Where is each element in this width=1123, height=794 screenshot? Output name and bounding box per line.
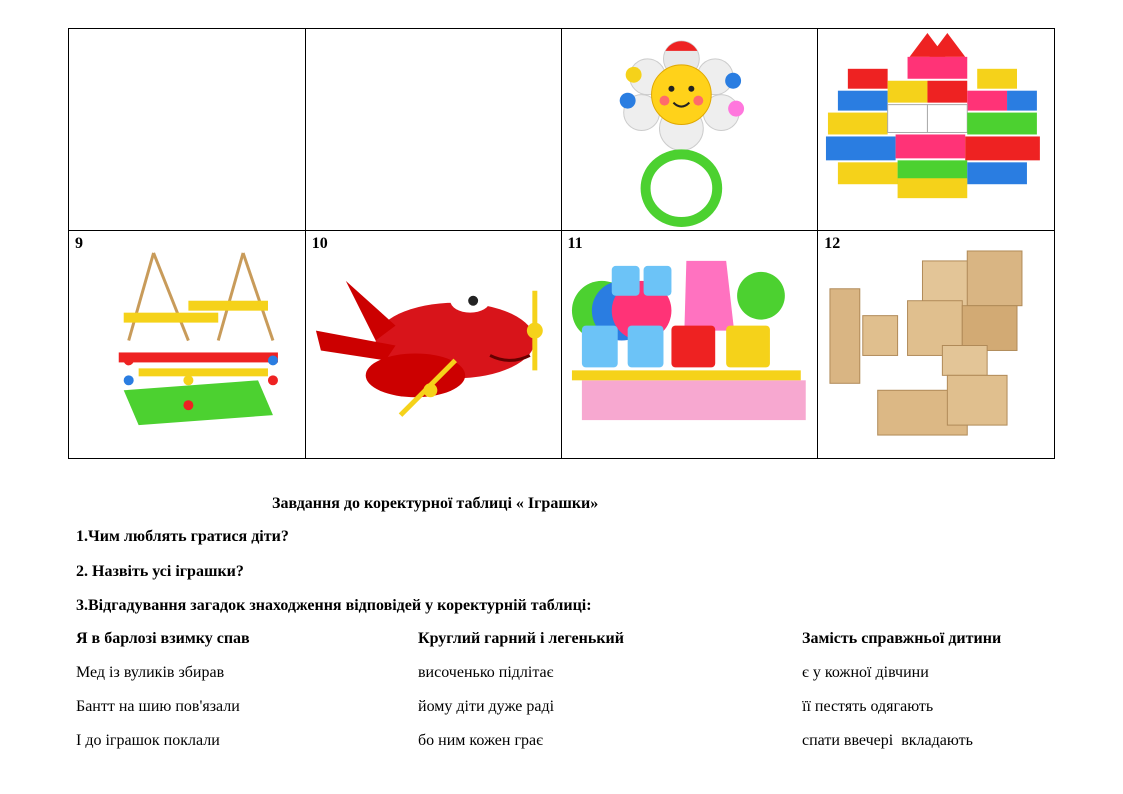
riddle-2-line: йому діти дуже раді xyxy=(418,698,555,715)
riddle-3-line: є у кожної дівчини xyxy=(802,664,929,681)
riddle-1-title: Я в барлозі взимку спав xyxy=(76,630,250,647)
cell-12 xyxy=(818,231,1055,459)
cell-number: 11 xyxy=(567,235,583,252)
cell-blocks xyxy=(818,29,1055,231)
question-2: 2. Назвіть усі іграшки? xyxy=(76,563,244,580)
cell-number: 10 xyxy=(311,235,328,252)
cell-10 xyxy=(305,231,561,459)
cell-number: 12 xyxy=(824,235,841,252)
riddle-2-line: бо ним кожен грає xyxy=(418,732,543,749)
riddle-1-line: І до іграшок поклали xyxy=(76,732,220,749)
riddle-3-line: спати ввечері вкладають xyxy=(802,732,973,749)
tasks-title: Завдання до коректурної таблиці « Іграшки» xyxy=(272,495,599,512)
question-3: 3.Відгадування загадок знаходження відповідей у коректурній таблиці: xyxy=(76,597,592,614)
swing-image xyxy=(69,231,305,458)
cell-11 xyxy=(561,231,818,459)
riddle-3-line: її пестять одягають xyxy=(802,698,934,715)
correction-table xyxy=(68,28,1055,459)
riddle-1-line: Бантт на шию пов'язали xyxy=(76,698,240,715)
riddle-2-line: височенько підлітає xyxy=(418,664,554,681)
airplane-image xyxy=(306,231,561,458)
cell-number: 9 xyxy=(75,235,83,252)
cell-rattle xyxy=(561,29,818,231)
wooden-cubes-image xyxy=(818,231,1054,458)
rattle-image xyxy=(562,29,818,230)
cell-empty-2 xyxy=(305,29,561,231)
cell-empty-1 xyxy=(69,29,306,231)
riddle-2-title: Круглий гарний і легенький xyxy=(418,630,624,647)
riddle-1-line: Мед із вуликів збирав xyxy=(76,664,225,681)
riddle-3-title: Замість справжньої дитини xyxy=(802,630,1002,647)
cell-9 xyxy=(69,231,306,459)
question-1: 1.Чим люблять гратися діти? xyxy=(76,528,289,545)
building-blocks-image xyxy=(818,29,1054,230)
dish-set-image xyxy=(562,231,818,458)
